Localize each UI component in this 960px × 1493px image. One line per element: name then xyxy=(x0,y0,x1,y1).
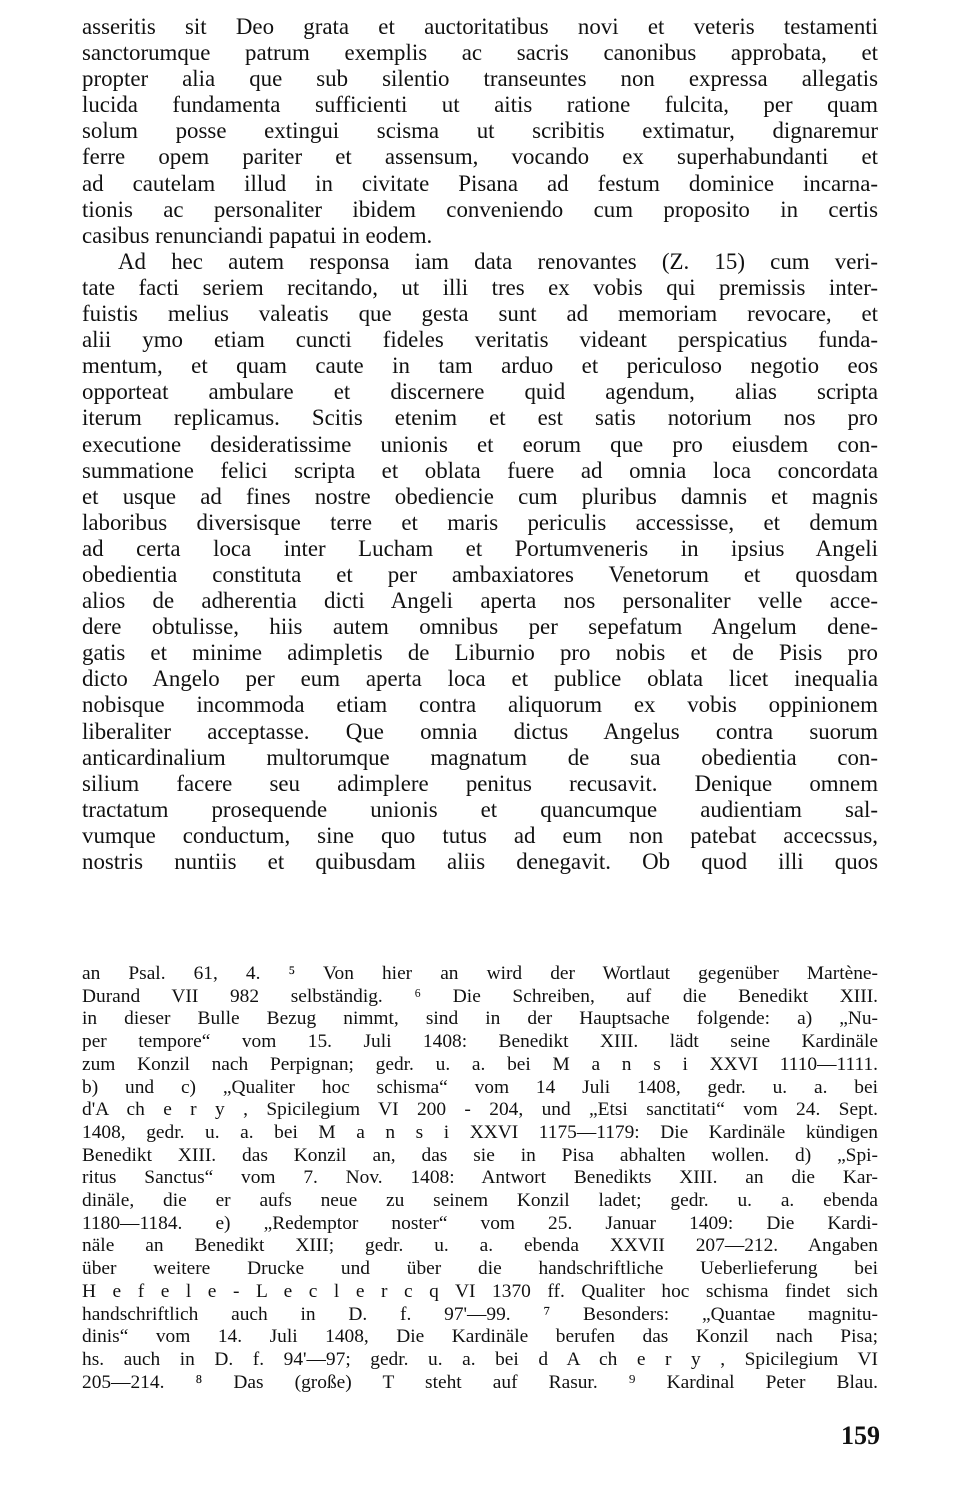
text-line: gatis et minime adimpletis de Liburnio pro nobis et de Pisis pro xyxy=(82,640,878,666)
text-line: et usque ad fines nostre obediencie cum pluribus damnis et magnis xyxy=(82,483,878,509)
footnote-line: 1408, gedr. u. a. bei M a n s i XXVI 1175—1179: Die Kardinäle kündigen xyxy=(82,1121,878,1143)
text-line: anticardinalium multorumque magnatum de sua obedientia con- xyxy=(82,744,878,770)
text-line: nobisque incommoda etiam contra aliquorum ex vobis oppinionem xyxy=(82,692,878,718)
text-line: liberaliter acceptasse. Que omnia dictus Angelus contra suorum xyxy=(82,718,878,744)
footnote-line: dinäle, die er aufs neue zu seinem Konzil ladet; gedr. u. a. ebenda xyxy=(82,1190,878,1212)
footnote-line: ritus Sanctus“ vom 7. Nov. 1408: Antwort Benedikts XIII. an die Kar- xyxy=(82,1167,878,1189)
footnote-line: an Psal. 61, 4. ⁵ Von hier an wird der Wortlaut gegenüber Martène- xyxy=(82,963,878,984)
text-line: opporteat ambulare et discernere quid agendum, alias scripta xyxy=(82,379,878,405)
footnote-line: zum Konzil nach Perpignan; gedr. u. a. bei M a n s i XXVI 1110—1111. xyxy=(82,1053,878,1075)
text-line: nostris nuntiis et quibusdam aliis denegavit. Ob quod illi quos xyxy=(82,849,878,874)
footnote-line: 1180—1184. e) „Redemptor noster“ vom 25. Januar 1409: Die Kardi- xyxy=(82,1212,878,1234)
footnote-line: handschriftlich auch in D. f. 97'—99. ⁷ Besonders: „Quantae magnitu- xyxy=(82,1303,878,1325)
text-line: iterum replicamus. Scitis etenim et est satis notorium nos pro xyxy=(82,405,878,431)
text-line: tate facti seriem recitando, ut illi tres ex vobis qui premissis inter- xyxy=(82,274,878,300)
text-line: ferre opem pariter et assensum, vocando ex superhabundanti et xyxy=(82,144,878,170)
footnote-line: in dieser Bulle Bezug nimmt, sind in der Hauptsache folgende: a) „Nu- xyxy=(82,1008,878,1030)
text-line: mentum, et quam caute in tam arduo et periculoso negotio eos xyxy=(82,353,878,379)
text-line: dere obtulisse, hiis autem omnibus per sepefatum Angelum dene- xyxy=(82,614,878,640)
footnote-line: 205—214. ⁸ Das (große) T steht auf Rasur. ⁹ Kardinal Peter Blau. xyxy=(82,1371,878,1393)
text-line: summatione felici scripta et oblata fuere ad omnia loca concordata xyxy=(82,457,878,483)
text-line: ad cautelam illud in civitate Pisana ad festum dominice incarna- xyxy=(82,170,878,196)
page-number: 159 xyxy=(841,1421,880,1450)
paragraph-start-line: Ad hec autem responsa iam data renovantes (Z. 15) cum veri- xyxy=(118,248,878,274)
footnote-line: hs. auch in D. f. 94'—97; gedr. u. a. bei d A ch e r y , Spicilegium VI xyxy=(82,1348,878,1370)
footnote-line: näle an Benedikt XIII; gedr. u. a. ebenda XXVII 207—212. Angaben xyxy=(82,1235,878,1257)
text-line: executione desideratissime unionis et eorum que pro eiusdem con- xyxy=(82,431,878,457)
text-line: ad certa loca inter Lucham et Portumveneris in ipsius Angeli xyxy=(82,535,878,561)
text-line: solum posse extingui scisma ut scribitis extimatur, dignaremur xyxy=(82,118,878,144)
text-line: casibus renunciandi papatui in eodem. xyxy=(82,222,433,248)
footnote-line: dinis“ vom 14. Juli 1408, Die Kardinäle berufen das Konzil nach Pisa; xyxy=(82,1326,878,1348)
text-line: alii ymo etiam cuncti fideles veritatis videant perspicatius funda- xyxy=(82,327,878,353)
footnote-line: d'A ch e r y , Spicilegium VI 200 - 204, und „Etsi sanctitati“ vom 24. Sept. xyxy=(82,1099,878,1121)
text-line: fuistis melius valeatis que gesta sunt ad memoriam revocare, et xyxy=(82,301,878,327)
text-line: propter alia que sub silentio transeuntes non expressa allegatis xyxy=(82,66,878,92)
text-line: sanctorumque patrum exemplis ac sacris canonibus approbata, et xyxy=(82,40,878,66)
text-line: alios de adherentia dicti Angeli aperta nos personaliter velle acce- xyxy=(82,588,878,614)
footnote-line: über weitere Drucke und über die handschriftliche Ueberlieferung bei xyxy=(82,1258,878,1280)
text-line: dicto Angelo per eum aperta loca et publice oblata licet inequalia xyxy=(82,666,878,692)
footnote-line: H e f e l e - L e c l e r c q VI 1370 ff. Qualiter hoc schisma findet sich xyxy=(82,1280,878,1302)
text-line: vumque conductum, sine quo tutus ad eum non patebat accecssus, xyxy=(82,822,878,848)
text-line: tionis ac personaliter ibidem conveniendo cum proposito in certis xyxy=(82,196,878,222)
text-line: obedientia constituta et per ambaxiatores Venetorum et quosdam xyxy=(82,561,878,587)
text-line: lucida fundamenta sufficienti ut aitis ratione fulcita, per quam xyxy=(82,92,878,118)
footnotes-block xyxy=(82,963,878,1394)
text-line: silium facere seu adimplere penitus recusavit. Denique omnem xyxy=(82,770,878,796)
text-line: laboribus diversisque terre et maris periculis accessisse, et demum xyxy=(82,509,878,535)
main-text-block xyxy=(82,14,878,875)
text-line: asseritis sit Deo grata et auctoritatibus novi et veteris testamenti xyxy=(82,14,878,39)
footnote-line: per tempore“ vom 15. Juli 1408: Benedikt XIII. lädt seine Kardinäle xyxy=(82,1031,878,1053)
footnote-line: Benedikt XIII. das Konzil an, das sie in Pisa abhalten wollen. d) „Spi- xyxy=(82,1144,878,1166)
text-line: tractatum prosequende unionis et quancumque audientiam sal- xyxy=(82,796,878,822)
footnote-line: b) und c) „Qualiter hoc schisma“ vom 14 Juli 1408, gedr. u. a. bei xyxy=(82,1076,878,1098)
footnote-line: Durand VII 982 selbständig. ⁶ Die Schreiben, auf die Benedikt XIII. xyxy=(82,985,878,1007)
